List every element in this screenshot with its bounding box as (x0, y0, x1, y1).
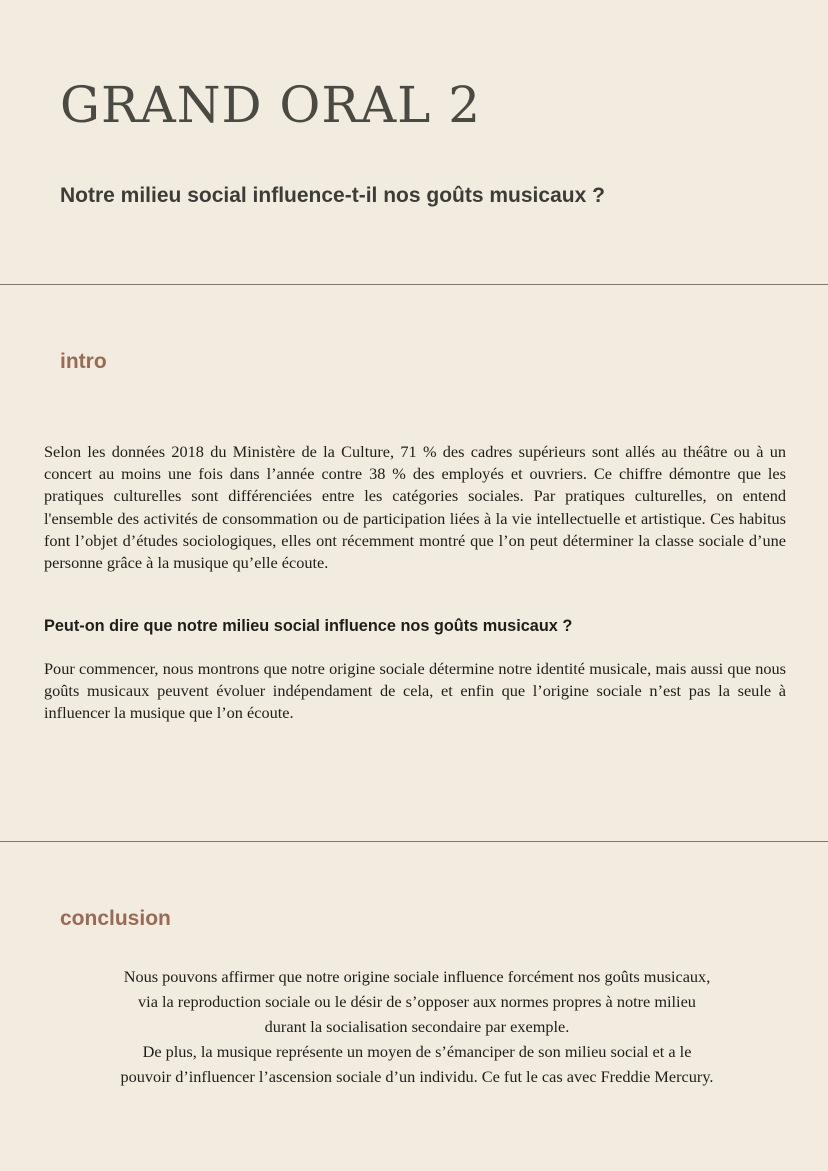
conclusion-line: pouvoir d’influencer l’ascension sociale d’un individu. Ce fut le cas avec Freddie Mercury. (120, 1067, 714, 1086)
plan-paragraph: Pour commencer, nous montrons que notre origine sociale détermine notre identité musicale, mais aussi que nous goûts musicaux peuvent évoluer indépendament de cela, et enfin que l’origine sociale n’est pas la seule à influencer la musique que l’on écoute. (44, 659, 786, 723)
conclusion-heading: conclusion (60, 907, 171, 930)
conclusion-paragraph (44, 964, 790, 1089)
section-divider (0, 841, 828, 842)
problem-question: Peut-on dire que notre milieu social influence nos goûts musicaux ? (44, 617, 573, 635)
conclusion-line: Nous pouvons affirmer que notre origine sociale influence forcément nos goûts musicaux, (123, 967, 711, 986)
section-divider (0, 284, 828, 285)
intro-heading: intro (60, 350, 107, 373)
intro-paragraph: Selon les données 2018 du Ministère de la Culture, 71 % des cadres supérieurs sont allés au théâtre ou à un concert au moins une fois dans l’année contre 38 % des employés et ouvriers. Ce chiffre démontre que les pratiques culturelles sont différenciées entre les catégories sociales. Par pratiques culturelles, on entend l'ensemble des activités de consommation ou de participation liées à la vie intellectuelle et artistique. Ces habitus font l’objet d’études sociologiques, elles ont récemment montré que l’on peut déterminer la classe sociale d’une personne grâce à la musique qu’elle écoute. (44, 442, 786, 573)
conclusion-line: De plus, la musique représente un moyen de s’émanciper de son milieu social et a le (142, 1042, 692, 1061)
conclusion-line: durant la socialisation secondaire par exemple. (264, 1017, 570, 1036)
page-subtitle: Notre milieu social influence-t-il nos goûts musicaux ? (60, 184, 605, 207)
conclusion-line: via la reproduction sociale ou le désir de s’opposer aux normes propres à notre milieu (138, 992, 696, 1011)
page-title: GRAND ORAL 2 (60, 76, 482, 134)
